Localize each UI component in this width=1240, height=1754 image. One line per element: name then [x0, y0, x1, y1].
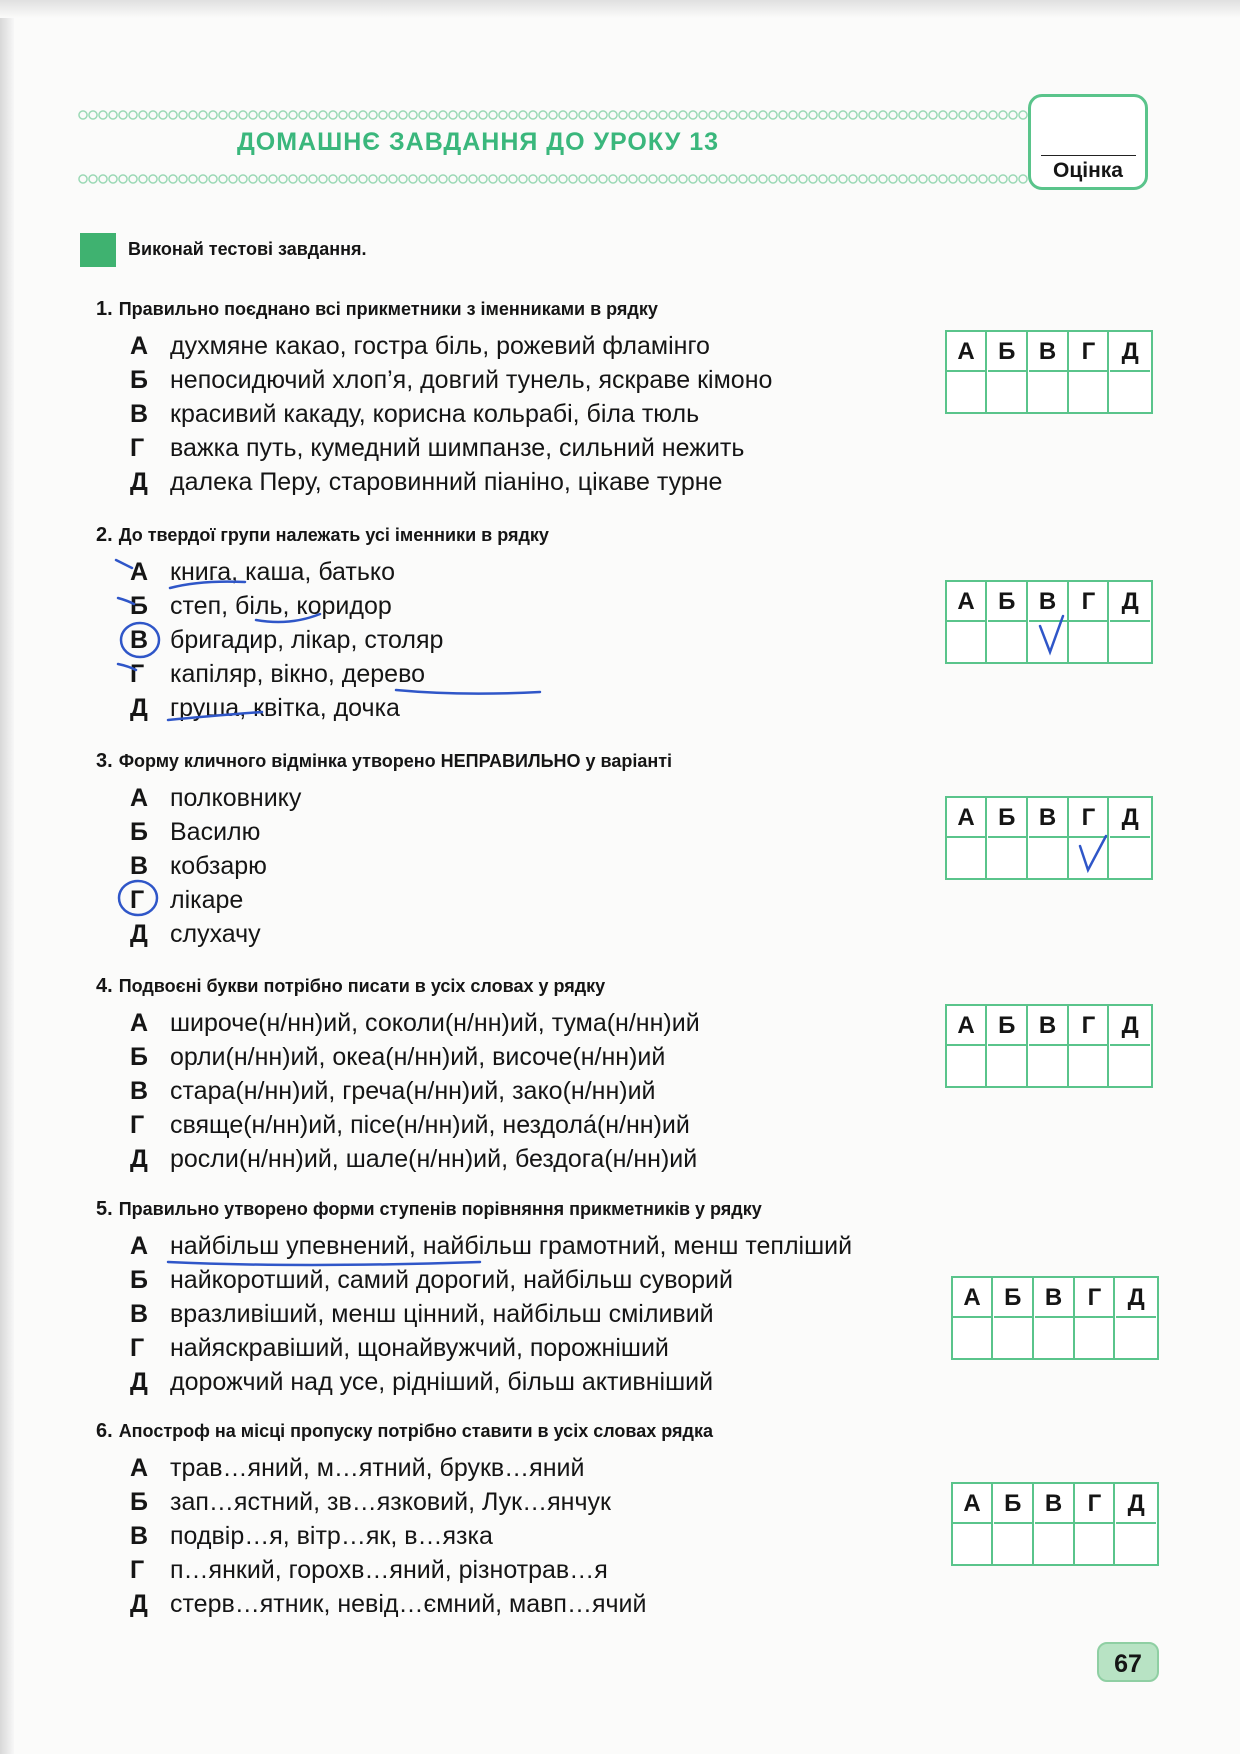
grid-header-cell: Г — [1075, 1278, 1115, 1318]
option-b — [130, 1488, 611, 1517]
option-text: росли(н/нн)ий, шале(н/нн)ий, бездога(н/нн)ий — [170, 1145, 698, 1173]
option-d — [130, 920, 261, 949]
option-text: стерв…ятник, невід…ємний, мавп…ячий — [170, 1590, 647, 1618]
option-a — [130, 332, 710, 361]
option-text: вразливіший, менш цінний, найбільш сміливий — [170, 1300, 714, 1328]
option-text: найяскравіший, щонайвужчий, порожніший — [170, 1334, 669, 1362]
option-letter: Б — [130, 592, 148, 620]
grid-header-cell: Г — [1069, 582, 1109, 622]
option-letter: Б — [130, 366, 148, 394]
task-prompt-text: До твердої групи належать усі іменники в рядку — [118, 525, 549, 545]
grid-answer-cell[interactable] — [988, 838, 1028, 878]
instruction-square-icon — [80, 233, 116, 267]
task-number: 6. — [96, 1420, 113, 1442]
option-letter: Б — [130, 1266, 148, 1294]
option-text: орли(н/нн)ий, океа(н/нн)ий, височе(н/нн)ий — [170, 1043, 666, 1071]
option-text: капіляр, вікно, дерево — [170, 660, 425, 688]
grade-box[interactable] — [1028, 94, 1148, 190]
option-text: кобзарю — [170, 852, 267, 880]
option-a — [130, 1232, 852, 1261]
grid-answer-cell[interactable] — [947, 838, 987, 878]
option-text: подвір…я, вітр…як, в…язка — [170, 1522, 493, 1550]
option-a — [130, 1009, 700, 1038]
option-v — [130, 1077, 656, 1106]
grid-answer-cell[interactable] — [1069, 838, 1109, 878]
grid-header-cell: Г — [1069, 332, 1109, 372]
decorative-wave-top — [78, 110, 1028, 120]
option-d — [130, 468, 722, 497]
grid-answer-cell[interactable] — [1035, 1524, 1075, 1564]
option-letter: Г — [130, 434, 145, 462]
grade-line — [1041, 155, 1136, 156]
task-prompt-text: Подвоєні букви потрібно писати в усіх словах у рядку — [118, 976, 606, 996]
task-number: 1. — [96, 298, 113, 320]
option-text: степ, біль, коридор — [170, 592, 392, 620]
page-header — [78, 108, 1028, 188]
option-text: красивий какаду, корисна кольрабі, біла тюль — [170, 400, 700, 428]
option-letter: А — [130, 1454, 149, 1482]
option-letter: В — [130, 626, 149, 654]
task-prompt-text: Апостроф на місці пропуску потрібно ставити в усіх словах рядка — [118, 1421, 713, 1441]
grid-header-cell: В — [1035, 1278, 1075, 1318]
grid-answer-cell[interactable] — [1110, 372, 1150, 412]
page-title: ДОМАШНЄ ЗАВДАННЯ ДО УРОКУ 13 — [236, 128, 720, 156]
option-v — [130, 1300, 714, 1329]
grid-answer-cell[interactable] — [1029, 1046, 1069, 1086]
option-v — [130, 400, 699, 429]
grid-header-cell: А — [947, 332, 987, 372]
option-letter: Д — [130, 1368, 148, 1396]
grid-header-cell: Д — [1116, 1278, 1156, 1318]
option-letter: В — [130, 852, 149, 880]
grid-answer-cell[interactable] — [1075, 1524, 1115, 1564]
option-text: слухачу — [170, 920, 261, 948]
grid-answer-cell[interactable] — [947, 372, 987, 412]
grid-header-cell: А — [947, 582, 987, 622]
option-d — [130, 1590, 646, 1619]
option-b — [130, 366, 772, 395]
decorative-wave-bottom — [78, 174, 1028, 184]
option-text: далека Перу, старовинний піаніно, цікаве турне — [170, 468, 723, 496]
option-a — [130, 558, 395, 587]
option-letter: В — [130, 1077, 149, 1105]
grid-header-cell: Д — [1110, 1006, 1150, 1046]
grid-header-cell: А — [953, 1484, 993, 1524]
option-text: книга, каша, батько — [170, 558, 396, 586]
option-text: груша, квітка, дочка — [170, 694, 400, 722]
task-prompt — [96, 975, 605, 998]
option-text: трав…яний, м…ятний, брукв…яний — [170, 1454, 585, 1482]
answer-grid-5[interactable] — [951, 1276, 1159, 1360]
task-prompt — [96, 524, 549, 547]
option-g — [130, 1111, 690, 1140]
instruction-text: Виконай тестові завдання. — [128, 239, 367, 259]
option-g — [130, 1334, 669, 1363]
grid-header-cell: Б — [994, 1484, 1034, 1524]
option-d — [130, 1368, 713, 1397]
option-d — [130, 694, 400, 723]
grid-answer-cell[interactable] — [1110, 838, 1150, 878]
option-g — [130, 660, 425, 689]
grid-answer-cell[interactable] — [947, 1046, 987, 1086]
option-v — [130, 852, 267, 881]
answer-grid-1[interactable] — [945, 330, 1153, 414]
option-text: дорожчий над усе, рідніший, більш активніший — [170, 1368, 714, 1396]
grid-header-cell: В — [1029, 332, 1069, 372]
task-prompt-text: Форму кличного відмінка утворено НЕПРАВИЛЬНО у варіанті — [118, 751, 673, 771]
grid-answer-cell[interactable] — [994, 1318, 1034, 1358]
option-d — [130, 1145, 697, 1174]
option-text: широче(н/нн)ий, соколи(н/нн)ий, тума(н/нн)ий — [170, 1009, 700, 1037]
option-text: Василю — [170, 818, 261, 846]
option-letter: Г — [130, 660, 145, 688]
option-letter: Д — [130, 694, 148, 722]
grid-header-cell: Д — [1110, 798, 1150, 838]
grid-answer-cell[interactable] — [988, 372, 1028, 412]
grid-answer-cell[interactable] — [1035, 1318, 1075, 1358]
grid-header-cell: А — [947, 1006, 987, 1046]
option-text: важка путь, кумедний шимпанзе, сильний нежить — [170, 434, 745, 462]
option-text: свяще(н/нн)ий, пісе(н/нн)ий, нездола́(н/нн)ий — [170, 1111, 690, 1139]
grid-header-cell: Б — [988, 332, 1028, 372]
task-number: 5. — [96, 1198, 113, 1220]
grid-header-cell: Д — [1116, 1484, 1156, 1524]
option-v — [130, 626, 443, 655]
grid-answer-cell[interactable] — [1075, 1318, 1115, 1358]
grid-answer-cell[interactable] — [1116, 1524, 1156, 1564]
grid-header-cell: В — [1035, 1484, 1075, 1524]
option-letter: В — [130, 400, 149, 428]
option-letter: Г — [130, 1556, 145, 1584]
option-text: п…янкий, горохв…яний, різнотрав…я — [170, 1556, 608, 1584]
option-letter: В — [130, 1300, 149, 1328]
grid-header-cell: В — [1029, 582, 1069, 622]
task-number: 3. — [96, 750, 113, 772]
grid-header-cell: Б — [988, 1006, 1028, 1046]
answer-grid-6[interactable] — [951, 1482, 1159, 1566]
option-letter: А — [130, 1232, 149, 1260]
underline-derevo — [396, 690, 540, 694]
option-text: лікаре — [170, 886, 244, 914]
option-a — [130, 1454, 584, 1483]
grid-header-cell: А — [953, 1278, 993, 1318]
option-letter: Д — [130, 1145, 148, 1173]
option-text: духмяне какао, гостра біль, рожевий фламінго — [170, 332, 710, 360]
answer-grid-3[interactable] — [945, 796, 1153, 880]
option-letter: Д — [130, 468, 148, 496]
grid-header-cell: Б — [994, 1278, 1034, 1318]
grid-header-cell: Б — [988, 582, 1028, 622]
task-prompt — [96, 1198, 762, 1221]
option-letter: В — [130, 1522, 149, 1550]
grid-answer-cell[interactable] — [994, 1524, 1034, 1564]
task-number: 4. — [96, 975, 113, 997]
grid-header-cell: В — [1029, 1006, 1069, 1046]
task-number: 2. — [96, 524, 113, 546]
grid-answer-cell[interactable] — [1069, 372, 1109, 412]
grid-header-cell: А — [947, 798, 987, 838]
option-letter: Д — [130, 1590, 148, 1618]
option-letter: Д — [130, 920, 148, 948]
option-text: непосидючий хлоп’я, довгий тунель, яскраве кімоно — [170, 366, 773, 394]
grid-answer-cell[interactable] — [1110, 1046, 1150, 1086]
grid-answer-cell[interactable] — [1029, 838, 1069, 878]
grid-answer-cell[interactable] — [953, 1524, 993, 1564]
grid-header-cell: Г — [1075, 1484, 1115, 1524]
grid-answer-cell[interactable] — [1116, 1318, 1156, 1358]
task-prompt — [96, 750, 672, 773]
option-v — [130, 1522, 493, 1551]
task-prompt — [96, 1420, 713, 1443]
option-g — [130, 886, 243, 915]
option-letter: Б — [130, 1043, 148, 1071]
grid-answer-cell[interactable] — [953, 1318, 993, 1358]
task-prompt-text: Правильно утворено форми ступенів порівняння прикметників у рядку — [118, 1199, 762, 1219]
task-prompt — [96, 298, 658, 321]
option-letter: А — [130, 1009, 149, 1037]
option-letter: А — [130, 332, 149, 360]
option-letter: А — [130, 784, 149, 812]
option-text: зап…ястний, зв…язковий, Лук…янчук — [170, 1488, 611, 1516]
grid-header-cell: Г — [1069, 798, 1109, 838]
option-a — [130, 784, 301, 813]
grid-answer-cell[interactable] — [1069, 1046, 1109, 1086]
grid-answer-cell[interactable] — [1069, 622, 1109, 662]
grade-label: Оцінка — [1053, 159, 1123, 182]
grid-header-cell: В — [1029, 798, 1069, 838]
answer-grid-2[interactable] — [945, 580, 1153, 664]
grid-answer-cell[interactable] — [988, 1046, 1028, 1086]
option-letter: А — [130, 558, 149, 586]
option-b — [130, 818, 260, 847]
option-letter: Г — [130, 1334, 145, 1362]
grid-header-cell: Д — [1110, 582, 1150, 622]
grid-answer-cell[interactable] — [947, 622, 987, 662]
grid-answer-cell[interactable] — [1110, 622, 1150, 662]
grid-header-cell: Б — [988, 798, 1028, 838]
grid-header-cell: Г — [1069, 1006, 1109, 1046]
option-text: полковнику — [170, 784, 302, 812]
option-b — [130, 592, 392, 621]
grid-answer-cell[interactable] — [988, 622, 1028, 662]
page-number: 67 — [1097, 1642, 1159, 1682]
option-b — [130, 1043, 665, 1072]
option-text: бригадир, лікар, столяр — [170, 626, 444, 654]
answer-grid-4[interactable] — [945, 1004, 1153, 1088]
option-text: найбільш упевнений, найбільш грамотний, менш тепліший — [170, 1232, 853, 1260]
option-g — [130, 434, 744, 463]
option-letter: Б — [130, 818, 148, 846]
underline-task-5 — [168, 1262, 480, 1265]
option-text: стара(н/нн)ий, греча(н/нн)ий, зако(н/нн)ий — [170, 1077, 656, 1105]
option-text: найкоротший, самий дорогий, найбільш суворий — [170, 1266, 733, 1294]
grid-header-cell: Д — [1110, 332, 1150, 372]
option-letter: Г — [130, 1111, 145, 1139]
option-b — [130, 1266, 733, 1295]
option-letter: Б — [130, 1488, 148, 1516]
option-g — [130, 1556, 608, 1585]
option-letter: Г — [130, 886, 145, 914]
task-prompt-text: Правильно поєднано всі прикметники з іменниками в рядку — [118, 299, 658, 319]
grid-answer-cell[interactable] — [1029, 622, 1069, 662]
grid-answer-cell[interactable] — [1029, 372, 1069, 412]
